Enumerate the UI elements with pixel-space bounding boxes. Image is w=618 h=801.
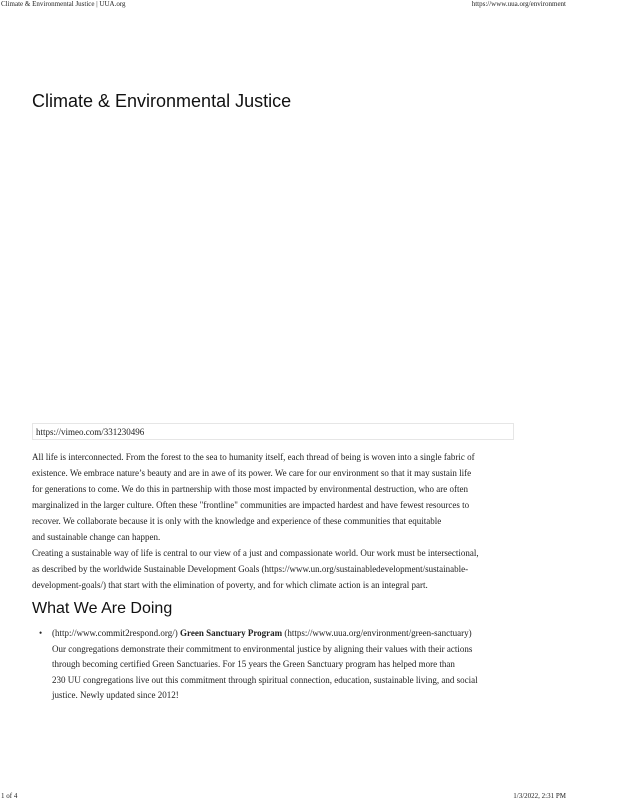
item-description-line: Our congregations demonstrate their commitment to environmental justice by aligning their values with their actions [52, 643, 473, 654]
bullet-icon: • [39, 628, 43, 638]
page-counter: 1 of 4 [1, 792, 18, 800]
paragraph-line: Creating a sustainable way of life is central to our view of a just and compassionate world. Our work must be intersectional, [32, 548, 479, 558]
print-header-title: Climate & Environmental Justice | UUA.org [1, 0, 126, 8]
paragraph-line: development-goals/) that start with the elimination of poverty, and for which climate action is an integral part. [32, 580, 428, 590]
program-list [32, 626, 516, 704]
paragraph-line: as described by the worldwide Sustainable Development Goals (https://www.un.org/sustainabledevelopment/sustainable- [32, 564, 469, 574]
program-name: Green Sanctuary Program [180, 628, 283, 638]
paragraph-line: and sustainable change can happen. [32, 532, 161, 542]
commit2respond-link[interactable]: (http://www.commit2respond.org/) [52, 628, 178, 638]
list-item [32, 626, 516, 704]
section-heading: What We Are Doing [32, 600, 173, 617]
paragraph-line: marginalized in the larger culture. Often these "frontline" communities are impacted hardest and have fewest resources to [32, 500, 470, 510]
paragraph-line: recover. We collaborate because it is only with the knowledge and experience of these communities that equitable [32, 516, 442, 526]
item-description-line: through becoming certified Green Sanctuaries. For 15 years the Green Sanctuary program has helped more than [52, 659, 455, 669]
green-sanctuary-link[interactable]: (https://www.uua.org/environment/green-sanctuary) [284, 628, 472, 638]
paragraph-line: All life is interconnected. From the forest to the sea to humanity itself, each thread of being is woven into a single fabric of [32, 452, 475, 462]
print-header-url: https://www.uua.org/environment [471, 0, 566, 8]
item-description-line: 230 UU congregations live out this commitment through spiritual connection, education, sustainable living, and social [52, 674, 478, 685]
sustainability-paragraph [32, 545, 522, 593]
paragraph-line: for generations to come. We do this in partnership with those most impacted by environmental destruction, who are often [32, 484, 469, 494]
page-title: Climate & Environmental Justice [32, 91, 292, 111]
intro-paragraph [32, 449, 522, 545]
print-timestamp: 1/3/2022, 2:31 PM [513, 792, 566, 800]
video-embed-link[interactable]: https://vimeo.com/331230496 [32, 423, 514, 440]
item-description-line: justice. Newly updated since 2012! [52, 690, 179, 700]
paragraph-line: existence. We embrace nature’s beauty and are in awe of its power. We care for our environment so that it may sustain life [32, 468, 472, 478]
